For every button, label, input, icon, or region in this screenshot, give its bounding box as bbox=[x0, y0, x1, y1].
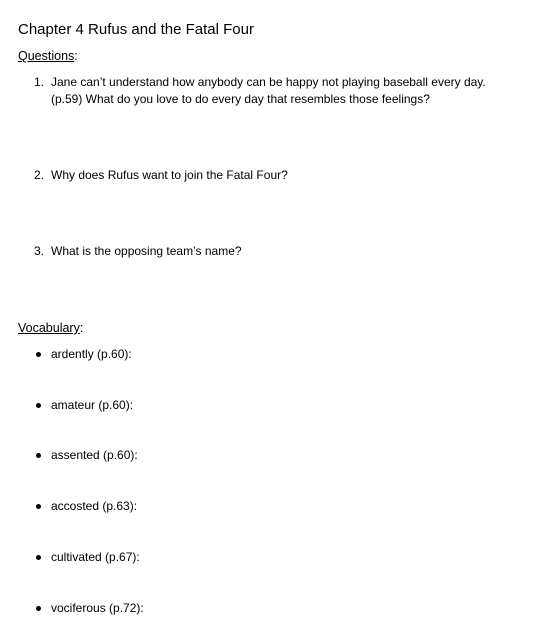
vocabulary-term: amateur (p.60): bbox=[51, 398, 134, 412]
questions-heading bbox=[18, 48, 78, 64]
vocabulary-heading bbox=[18, 320, 83, 336]
vocabulary-heading-label: Vocabulary bbox=[18, 321, 80, 335]
vocabulary-term: vociferous (p.72): bbox=[51, 601, 144, 615]
vocabulary-item-accosted bbox=[34, 498, 137, 515]
questions-heading-colon: : bbox=[74, 49, 78, 63]
question-text: What is the opposing team’s name? bbox=[51, 244, 242, 258]
vocabulary-item-cultivated bbox=[34, 549, 140, 566]
vocabulary-item-amateur bbox=[34, 397, 133, 414]
questions-heading-label: Questions bbox=[18, 49, 75, 63]
question-item-3 bbox=[34, 243, 514, 260]
vocabulary-heading-colon: : bbox=[79, 321, 84, 335]
vocabulary-item-ardently bbox=[34, 346, 132, 363]
page-title: Chapter 4 Rufus and the Fatal Four bbox=[18, 21, 254, 38]
bullet-icon bbox=[36, 403, 41, 408]
question-number: 1. bbox=[34, 75, 45, 89]
vocabulary-term: ardently (p.60): bbox=[51, 347, 132, 361]
vocabulary-item-vociferous bbox=[34, 600, 144, 617]
vocabulary-item-assented bbox=[34, 447, 138, 464]
question-item-1 bbox=[34, 74, 514, 108]
vocabulary-term: accosted (p.63): bbox=[51, 499, 138, 513]
question-item-2 bbox=[34, 167, 514, 184]
vocabulary-term: assented (p.60): bbox=[51, 448, 138, 462]
question-number: 2. bbox=[34, 168, 45, 182]
bullet-icon bbox=[36, 504, 41, 509]
bullet-icon bbox=[36, 555, 41, 560]
bullet-icon bbox=[36, 352, 41, 357]
bullet-icon bbox=[36, 606, 41, 611]
question-number: 3. bbox=[34, 244, 45, 258]
bullet-icon bbox=[36, 453, 41, 458]
question-text: Why does Rufus want to join the Fatal Four? bbox=[51, 168, 288, 182]
vocabulary-term: cultivated (p.67): bbox=[51, 550, 140, 564]
question-text: Jane can’t understand how anybody can be happy not playing baseball every day. (p.59) What do you love to do every day that resembles those feelings? bbox=[51, 75, 486, 106]
